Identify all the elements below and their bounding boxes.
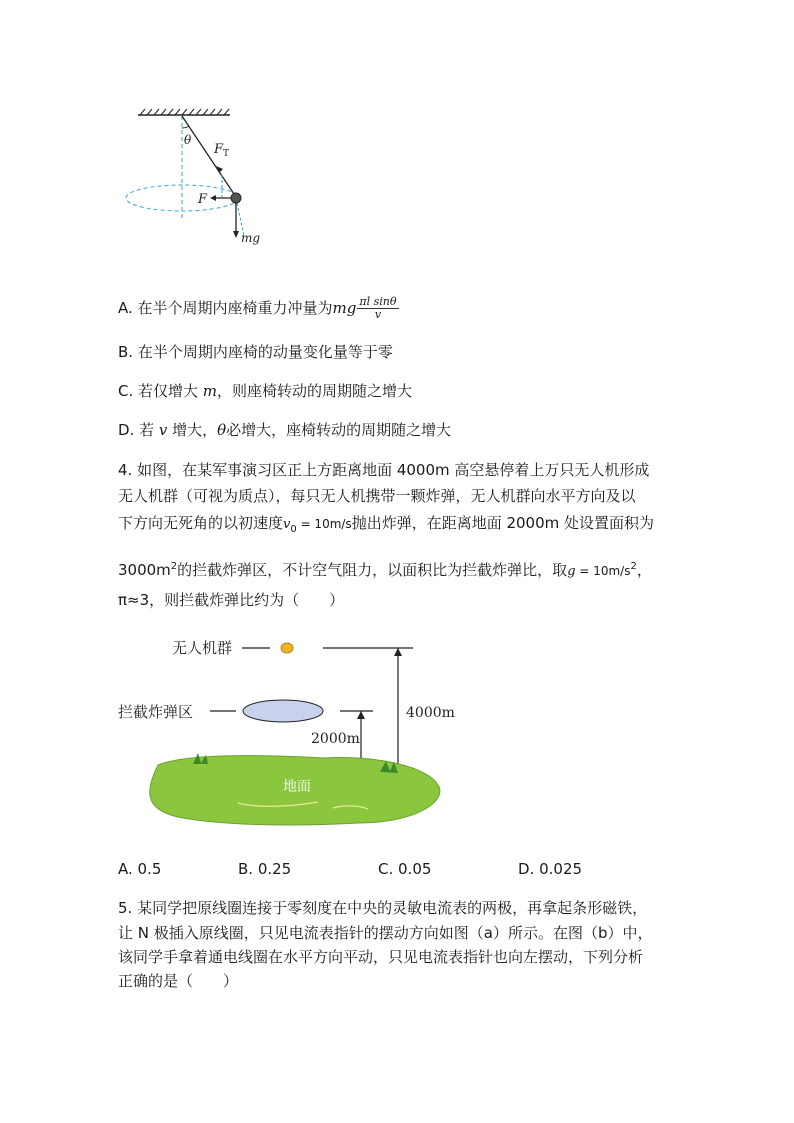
q5-line-3: 该同学手拿着通电线圈在水平方向平动，只见电流表指针也向左摆动，下列分析: [118, 948, 644, 966]
force-label: F: [198, 192, 208, 207]
theta-arc: [182, 126, 189, 128]
q4-line-5: π≈3，则拦截炸弹比约为（ ）: [118, 591, 345, 609]
drone-intercept-figure: [118, 625, 458, 830]
option-b: B. 在半个周期内座椅的动量变化量等于零: [118, 343, 393, 361]
weight-label: mg: [241, 231, 261, 245]
ground-label: 地面: [283, 779, 311, 795]
q4-option-b: B. 0.25: [238, 860, 292, 878]
ball: [231, 193, 241, 203]
ceiling-hatch: [140, 109, 229, 115]
drone-label: 无人机群: [172, 639, 233, 657]
height-4000-label: 4000m: [406, 705, 455, 721]
q5-line-4: 正确的是（ ）: [118, 972, 239, 990]
option-a-expr: mg: [332, 299, 357, 317]
height-4000-arrowhead: [394, 648, 402, 656]
option-d: D. 若 v 增大，θ必增大，座椅转动的周期随之增大: [118, 421, 452, 439]
intercept-label: 拦截炸弹区: [118, 703, 194, 721]
weight-arrowhead: [233, 231, 239, 238]
option-a: [118, 296, 399, 321]
option-a-fraction: $\frac{\text{πl sinθ}}{v}$: [359, 295, 397, 321]
q4-line-2: 无人机群（可视为质点），每只无人机携带一颗炸弹，无人机群向水平方向及以: [118, 487, 636, 505]
q4-line-3: 下方向无死角的以初速度$v_0 = 10m/s$抛出炸弹，在距离地面 2000m 处设置面积为: [118, 514, 655, 535]
height-2000-arrowhead: [357, 711, 365, 719]
q5-line-2: 让 N 极插入原线圈，只见电流表指针的摆动方向如图（a）所示。在图（b）中，: [118, 924, 653, 942]
option-a-text: A. 在半个周期内座椅重力冲量为: [118, 299, 333, 317]
q4-option-d: D. 0.025: [518, 860, 583, 878]
q4-line-1: 4. 如图，在某军事演习区正上方距离地面 4000m 高空悬停着上万只无人机形成: [118, 461, 650, 479]
q4-line-4: $3000m^2$的拦截炸弹区，不计空气阻力，以面积比为拦截炸弹比，取$g = 10m/s^2$，: [118, 561, 652, 579]
q5-line-1: 5. 某同学把原线圈连接于零刻度在中央的灵敏电流表的两极，再拿起条形磁铁，: [118, 899, 648, 917]
conical-pendulum-figure: [120, 100, 280, 260]
height-2000-text: 2000m: [311, 731, 360, 747]
q4-option-a: A. 0.5: [118, 860, 162, 878]
tension-label: $F_T$: [214, 142, 230, 159]
theta-label: θ: [184, 133, 192, 147]
q4-option-c: C. 0.05: [378, 860, 432, 878]
drone-swarm: [281, 643, 293, 653]
force-arrowhead: [210, 195, 216, 201]
intercept-zone: [243, 700, 323, 722]
option-c: C. 若仅增大 m，则座椅转动的周期随之增大: [118, 382, 413, 400]
